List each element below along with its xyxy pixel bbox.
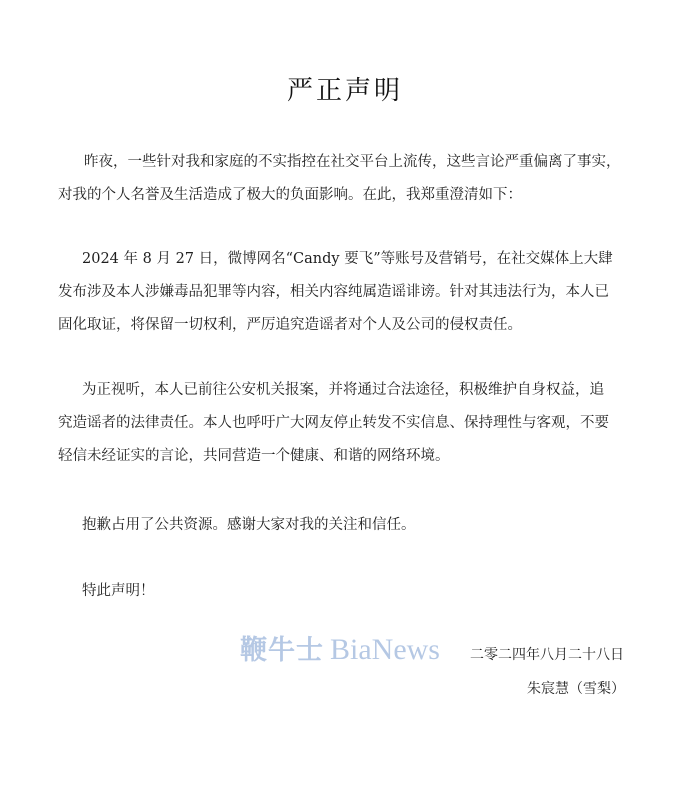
paragraph-line: 究造谣者的法律责任。本人也呼吁广大网友停止转发不实信息、保持理性与客观，不要: [58, 415, 609, 431]
paragraph-line: 2024 年 8 月 27 日，微博网名“Candy 要飞”等账号及营销号，在社交媒体上大肆: [82, 251, 613, 267]
paragraph-action: [58, 374, 642, 473]
paragraph-line: 抱歉占用了公共资源。感谢大家对我的关注和信任。: [82, 517, 416, 533]
paragraph-line: 昨夜，一些针对我和家庭的不实指控在社交平台上流传，这些言论严重偏离了事实，: [84, 154, 621, 170]
statement-signature: 朱宸慧（雪梨）: [527, 681, 625, 697]
statement-date: 二零二四年八月二十八日: [470, 647, 624, 663]
bianews-watermark: [240, 628, 440, 667]
paragraph-line: 轻信未经证实的言论，共同营造一个健康、和谐的网络环境。: [58, 448, 450, 464]
watermark-en: BiaNews: [330, 633, 440, 666]
paragraph-intro: [58, 146, 658, 212]
paragraph-line: 为正视听，本人已前往公安机关报案，并将通过合法途径，积极维护自身权益，追: [82, 382, 604, 398]
watermark-cn: 鞭牛士: [240, 635, 324, 666]
document-title: 严正声明: [286, 76, 403, 106]
paragraph-line: 固化取证，将保留一切权利，严厉追究造谣者对个人及公司的侵权责任。: [58, 317, 522, 333]
paragraph-incident: [58, 243, 642, 342]
paragraph-apology: [82, 509, 642, 542]
paragraph-closing: [82, 575, 642, 608]
paragraph-line: 特此声明！: [82, 583, 155, 599]
paragraph-line: 发布涉及本人涉嫌毒品犯罪等内容，相关内容纯属造谣诽谤。针对其违法行为，本人已: [58, 284, 609, 300]
paragraph-line: 对我的个人名誉及生活造成了极大的负面影响。在此，我郑重澄清如下：: [58, 187, 522, 203]
